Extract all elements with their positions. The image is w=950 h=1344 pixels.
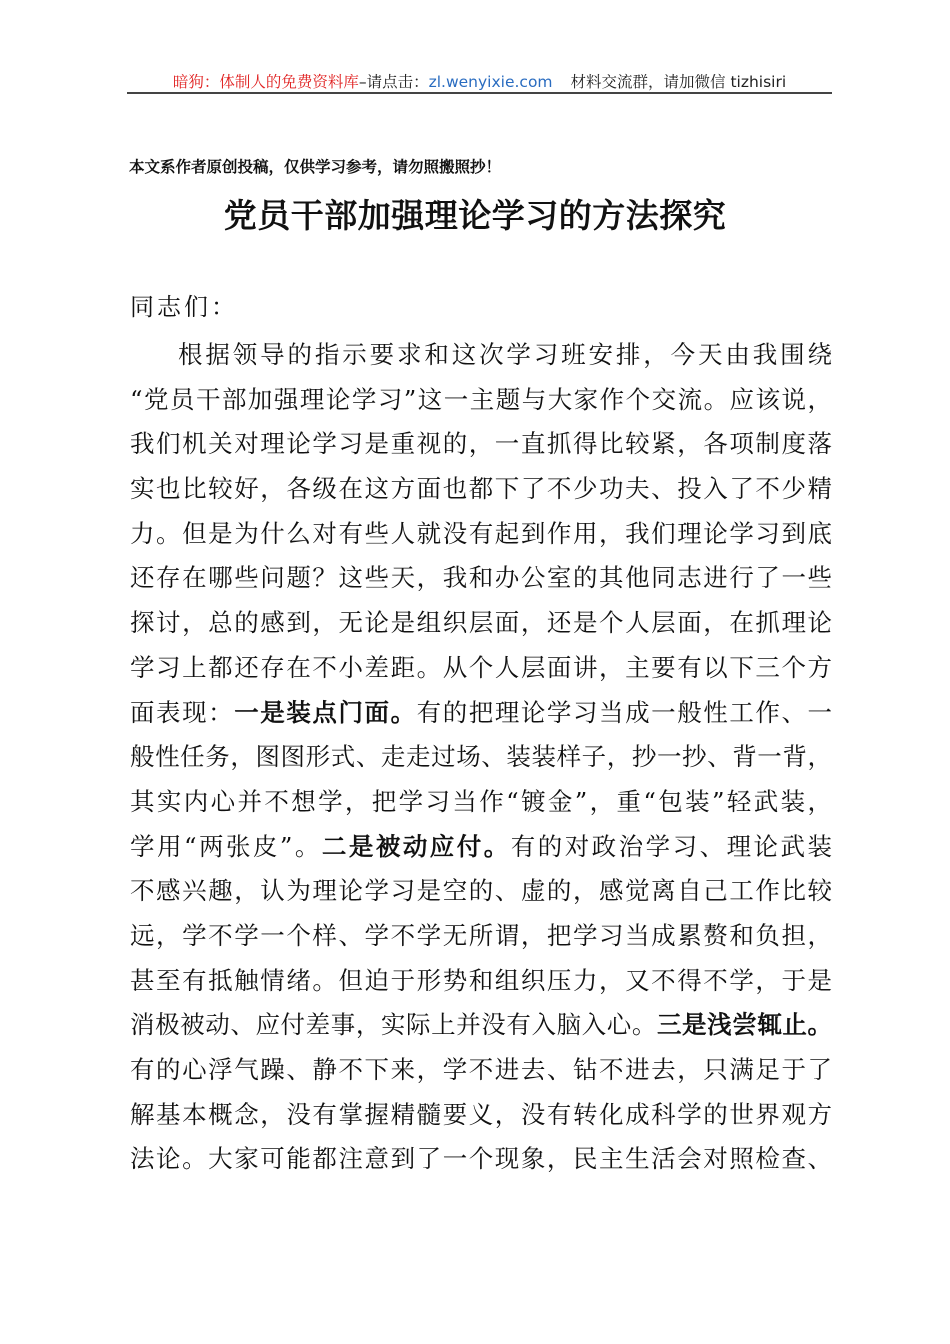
header-divider <box>127 92 832 94</box>
body-line <box>130 1137 832 1182</box>
body-text: 解基本概念，没有掌握精髓要义，没有转化成科学的世界观方 <box>130 1099 832 1129</box>
promo-header <box>127 70 832 92</box>
body-text: 其实内心并不想学，把学习当作“镀金”，重“包装”轻武装， <box>130 786 832 816</box>
body-line <box>130 1003 832 1048</box>
body-text: 般性任务，图图形式、走走过场、装装样子，抄一抄、背一背， <box>130 742 832 772</box>
body-line <box>130 333 832 378</box>
body-text: 消极被动、应付差事，实际上并没有入脑入心。 <box>130 1010 657 1040</box>
body-line <box>130 869 832 914</box>
body-line <box>130 959 832 1004</box>
body-text: 还存在哪些问题？这些天，我和办公室的其他同志进行了一些 <box>130 563 832 593</box>
body-line <box>130 1093 832 1138</box>
bold-heading-text: 三是浅尝辄止。 <box>656 1010 833 1040</box>
body-line <box>130 378 832 423</box>
body-text: 学习上都还存在不小差距。从个人层面讲，主要有以下三个方 <box>130 652 832 682</box>
body-text: 力。但是为什么对有些人就没有起到作用，我们理论学习到底 <box>130 518 832 548</box>
body-line <box>130 914 832 959</box>
document-body <box>130 333 832 1182</box>
promo-site-name: 暗狗：体制人的免费资料库 <box>172 73 359 91</box>
greeting: 同志们： <box>130 293 238 321</box>
body-line <box>130 825 832 870</box>
body-text: 探讨，总的感到，无论是组织层面，还是个人层面，在抓理论 <box>130 608 832 638</box>
body-line <box>130 422 832 467</box>
bold-heading-text: 二是被动应付。 <box>321 831 511 861</box>
copyright-notice: 本文系作者原创投稿，仅供学习参考，请勿照搬照抄！ <box>129 157 502 176</box>
promo-group-text: 材料交流群，请加微信 tizhisiri <box>570 73 787 91</box>
body-line <box>130 646 832 691</box>
body-text: 有的心浮气躁、静不下来，学不进去、钻不进去，只满足于了 <box>130 1055 832 1084</box>
body-line <box>130 467 832 512</box>
body-text: 甚至有抵触情绪。但迫于形势和组织压力，又不得不学，于是 <box>130 965 832 995</box>
body-line <box>130 601 832 646</box>
body-text: 学用“两张皮”。 <box>130 831 322 861</box>
bold-heading-text: 一是装点门面。 <box>234 697 417 727</box>
body-line <box>130 735 832 780</box>
promo-click-label: –请点击： <box>358 73 429 91</box>
document-title: 党员干部加强理论学习的方法探究 <box>223 196 727 235</box>
body-line <box>130 556 832 601</box>
body-text: 远，学不学一个样、学不学无所谓，把学习当成累赘和负担， <box>130 920 832 950</box>
body-text: 面表现： <box>130 697 235 727</box>
promo-url-link[interactable]: zl.wenyixie.com <box>428 73 553 91</box>
body-text: 实也比较好，各级在这方面也都下了不少功夫、投入了不少精 <box>130 474 832 504</box>
body-text: 不感兴趣，认为理论学习是空的、虚的，感觉离自己工作比较 <box>130 876 832 906</box>
body-line <box>130 512 832 557</box>
body-line <box>130 691 832 736</box>
body-text: 根据领导的指示要求和这次学习班安排，今天由我围绕 <box>178 340 832 369</box>
body-text: 有的把理论学习当成一般性工作、一 <box>416 697 833 727</box>
body-line <box>130 780 832 825</box>
body-line <box>130 1048 832 1093</box>
body-text: “党员干部加强理论学习”这一主题与大家作个交流。应该说， <box>130 384 832 414</box>
body-text: 有的对政治学习、理论武装 <box>510 831 833 861</box>
body-text: 法论。大家可能都注意到了一个现象，民主生活会对照检查、 <box>130 1144 832 1174</box>
body-text: 我们机关对理论学习是重视的，一直抓得比较紧，各项制度落 <box>130 429 832 459</box>
